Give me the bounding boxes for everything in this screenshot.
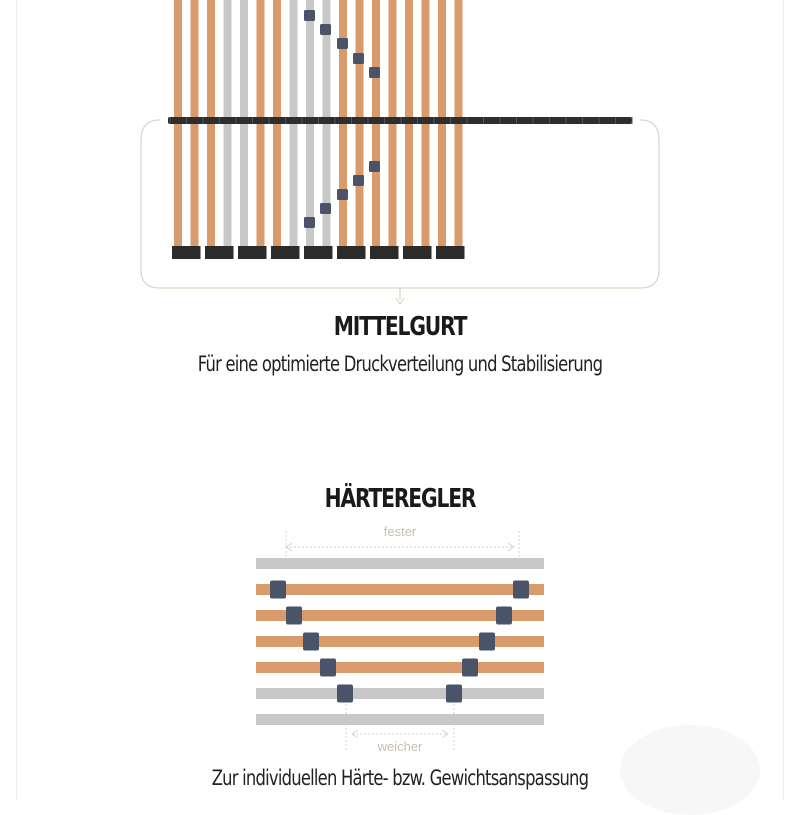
center-belt bbox=[168, 117, 632, 124]
hardness-slider bbox=[337, 685, 353, 703]
slat bbox=[389, 0, 397, 250]
slat bbox=[240, 0, 248, 250]
hardness-slider bbox=[304, 217, 315, 228]
slat bbox=[438, 0, 446, 250]
hardness-slider bbox=[320, 659, 336, 677]
slat bbox=[422, 0, 430, 250]
hardness-slider bbox=[320, 203, 331, 214]
slat bbox=[405, 0, 413, 250]
hardness-slider bbox=[270, 581, 286, 599]
slat bbox=[455, 0, 463, 250]
frame-outline bbox=[141, 120, 659, 288]
section1-title: MITTELGURT bbox=[333, 312, 467, 342]
label-fester: fester bbox=[383, 524, 417, 539]
horizontal-slat bbox=[256, 662, 544, 673]
hardness-slider bbox=[286, 607, 302, 625]
horizontal-slat bbox=[256, 584, 544, 595]
section2-caption: Zur individuellen Härte- bzw. Gewichtsanspassung bbox=[211, 766, 589, 790]
hardness-slider bbox=[446, 685, 462, 703]
slat bbox=[257, 0, 265, 250]
horizontal-slat bbox=[256, 558, 544, 569]
hardness-slider bbox=[304, 10, 315, 21]
hardness-slider bbox=[353, 53, 364, 64]
slat bbox=[191, 0, 199, 250]
hardness-slider bbox=[337, 189, 348, 200]
hardness-slider bbox=[513, 581, 529, 599]
hardness-slider bbox=[337, 38, 348, 49]
section1-subtitle: Für eine optimierte Druckverteilung und Stabilisierung bbox=[197, 352, 603, 376]
hardness-slider bbox=[353, 175, 364, 186]
hardness-slider bbox=[496, 607, 512, 625]
hardness-slider bbox=[479, 633, 495, 651]
section2-title: HÄRTEREGLER bbox=[324, 484, 476, 514]
label-weicher: weicher bbox=[377, 739, 423, 754]
slat bbox=[207, 0, 215, 250]
slat bbox=[290, 0, 298, 250]
hardness-slider bbox=[462, 659, 478, 677]
hardness-slider bbox=[303, 633, 319, 651]
horizontal-slat bbox=[256, 636, 544, 647]
slat bbox=[174, 0, 182, 250]
hardness-slider bbox=[369, 67, 380, 78]
slat bbox=[224, 0, 232, 250]
slat bbox=[372, 0, 380, 250]
slat bbox=[356, 0, 364, 250]
hardness-slider bbox=[369, 161, 380, 172]
slat bbox=[339, 0, 347, 250]
horizontal-slat bbox=[256, 688, 544, 699]
horizontal-slat bbox=[256, 714, 544, 725]
slat bbox=[306, 0, 314, 250]
slat bbox=[273, 0, 281, 250]
hardness-slider bbox=[320, 24, 331, 35]
